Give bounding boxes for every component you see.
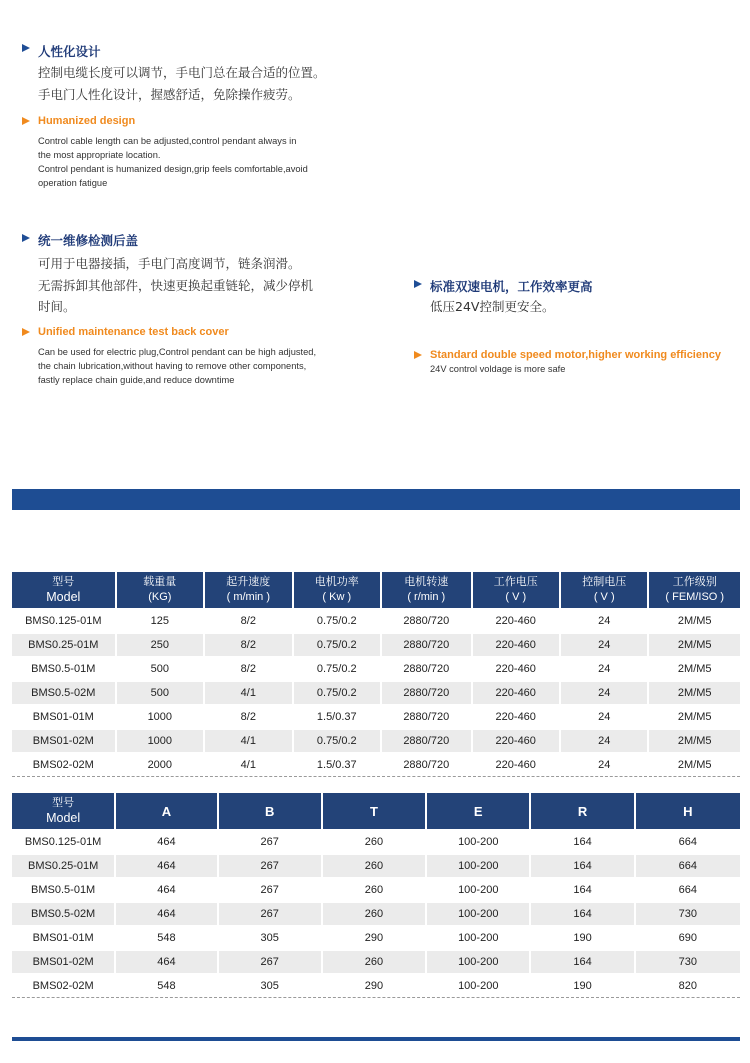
header-model: 型号 Model <box>12 572 115 608</box>
value-cell: 24 <box>561 730 647 752</box>
model-cell: BMS0.5-01M <box>12 658 115 680</box>
table-row <box>12 903 740 925</box>
value-cell: 2M/M5 <box>649 634 740 656</box>
value-cell: 164 <box>531 903 633 925</box>
table-row <box>12 754 740 777</box>
value-cell: 100-200 <box>427 975 529 998</box>
value-cell: 730 <box>636 951 740 973</box>
value-cell: 305 <box>219 927 321 949</box>
value-cell: 664 <box>636 831 740 853</box>
value-cell: 260 <box>323 855 425 877</box>
footer-divider-line <box>12 1037 740 1041</box>
maintenance-cn-title: 统一维修检测后盖 <box>38 233 139 248</box>
value-cell: 1000 <box>117 730 203 752</box>
value-cell: 220-460 <box>473 754 559 777</box>
model-cell: BMS01-01M <box>12 927 114 949</box>
header-motor-speed: 电机转速 ( r/min ) <box>382 572 470 608</box>
value-cell: 24 <box>561 610 647 632</box>
model-cell: BMS0.5-02M <box>12 903 114 925</box>
value-cell: 290 <box>323 927 425 949</box>
model-cell: BMS01-02M <box>12 951 114 973</box>
maintenance-cn-text: 可用于电器接插，手电门高度调节，链条润滑。 无需拆卸其他部件，快速更换起重链轮，减少停机 时间。 <box>38 256 314 314</box>
value-cell: 464 <box>116 855 216 877</box>
value-cell: 8/2 <box>205 658 291 680</box>
header-model: 型号 Model <box>12 793 114 829</box>
value-cell: 820 <box>636 975 740 998</box>
value-cell: 4/1 <box>205 730 291 752</box>
spec-table-performance <box>10 570 742 779</box>
value-cell: 1.5/0.37 <box>294 706 380 728</box>
value-cell: 464 <box>116 879 216 901</box>
table-row <box>12 879 740 901</box>
value-cell: 500 <box>117 682 203 704</box>
value-cell: 100-200 <box>427 855 529 877</box>
value-cell: 164 <box>531 855 633 877</box>
value-cell: 548 <box>116 975 216 998</box>
value-cell: 664 <box>636 855 740 877</box>
value-cell: 220-460 <box>473 658 559 680</box>
model-cell: BMS02-02M <box>12 754 115 777</box>
table-row <box>12 927 740 949</box>
value-cell: 1000 <box>117 706 203 728</box>
value-cell: 100-200 <box>427 879 529 901</box>
value-cell: 2880/720 <box>382 754 470 777</box>
value-cell: 220-460 <box>473 706 559 728</box>
bullet-arrow-icon <box>414 351 422 359</box>
table-row <box>12 831 740 853</box>
value-cell: 100-200 <box>427 831 529 853</box>
header-dim-e: E <box>427 793 529 829</box>
header-control-voltage: 控制电压 ( V ) <box>561 572 647 608</box>
value-cell: 220-460 <box>473 634 559 656</box>
value-cell: 267 <box>219 855 321 877</box>
table-row <box>12 610 740 632</box>
bullet-arrow-icon <box>414 280 422 288</box>
motor-cn-title: 标准双速电机，工作效率更高 <box>430 279 593 294</box>
value-cell: 164 <box>531 831 633 853</box>
model-cell: BMS0.5-02M <box>12 682 115 704</box>
header-load: 载重量 (KG) <box>117 572 203 608</box>
value-cell: 548 <box>116 927 216 949</box>
value-cell: 164 <box>531 951 633 973</box>
value-cell: 0.75/0.2 <box>294 634 380 656</box>
value-cell: 464 <box>116 903 216 925</box>
humanized-en-text: Control cable length can be adjusted,control pendant always in the most appropriate location. Control pendant is humanized design,grip feels comfortable,avoid operation fatigue <box>38 136 308 188</box>
value-cell: 190 <box>531 927 633 949</box>
value-cell: 220-460 <box>473 730 559 752</box>
header-dim-r: R <box>531 793 633 829</box>
value-cell: 260 <box>323 903 425 925</box>
value-cell: 8/2 <box>205 706 291 728</box>
header-dim-a: A <box>116 793 216 829</box>
table-header-row <box>12 793 740 829</box>
value-cell: 2880/720 <box>382 610 470 632</box>
value-cell: 250 <box>117 634 203 656</box>
table-row <box>12 855 740 877</box>
value-cell: 2000 <box>117 754 203 777</box>
value-cell: 100-200 <box>427 951 529 973</box>
value-cell: 260 <box>323 951 425 973</box>
value-cell: 164 <box>531 879 633 901</box>
value-cell: 8/2 <box>205 610 291 632</box>
maintenance-en-text: Can be used for electric plug,Control pendant can be high adjusted, the chain lubrication,without having to remove other components, fastly replace chain guide,and reduce downtime <box>38 347 317 385</box>
value-cell: 664 <box>636 879 740 901</box>
table-row <box>12 975 740 998</box>
model-cell: BMS01-01M <box>12 706 115 728</box>
value-cell: 1.5/0.37 <box>294 754 380 777</box>
value-cell: 100-200 <box>427 903 529 925</box>
value-cell: 0.75/0.2 <box>294 730 380 752</box>
table-row <box>12 682 740 704</box>
value-cell: 2M/M5 <box>649 730 740 752</box>
motor-cn-text: 低压24V控制更安全。 <box>430 299 555 314</box>
table-row <box>12 730 740 752</box>
motor-en-title: Standard double speed motor,higher working efficiency <box>430 349 721 361</box>
value-cell: 24 <box>561 634 647 656</box>
value-cell: 464 <box>116 951 216 973</box>
section-divider-band <box>12 489 740 510</box>
spec-table-dimensions <box>10 791 742 1000</box>
value-cell: 24 <box>561 706 647 728</box>
table-row <box>12 706 740 728</box>
value-cell: 2M/M5 <box>649 754 740 777</box>
model-cell: BMS0.125-01M <box>12 831 114 853</box>
value-cell: 2M/M5 <box>649 706 740 728</box>
value-cell: 100-200 <box>427 927 529 949</box>
value-cell: 267 <box>219 831 321 853</box>
table-row <box>12 658 740 680</box>
value-cell: 4/1 <box>205 754 291 777</box>
humanized-cn-text: 控制电缆长度可以调节，手电门总在最合适的位置。 手电门人性化设计，握感舒适，免除操作疲劳。 <box>38 65 326 102</box>
value-cell: 4/1 <box>205 682 291 704</box>
value-cell: 690 <box>636 927 740 949</box>
value-cell: 464 <box>116 831 216 853</box>
model-cell: BMS0.25-01M <box>12 634 115 656</box>
value-cell: 500 <box>117 658 203 680</box>
table-header-row <box>12 572 740 608</box>
humanized-en-title: Humanized design <box>38 115 136 127</box>
value-cell: 220-460 <box>473 610 559 632</box>
model-cell: BMS0.25-01M <box>12 855 114 877</box>
bullet-arrow-icon <box>22 328 30 336</box>
value-cell: 0.75/0.2 <box>294 682 380 704</box>
bullet-arrow-icon <box>22 117 30 125</box>
header-dim-b: B <box>219 793 321 829</box>
value-cell: 2880/720 <box>382 658 470 680</box>
value-cell: 730 <box>636 903 740 925</box>
value-cell: 2880/720 <box>382 682 470 704</box>
value-cell: 125 <box>117 610 203 632</box>
header-motor-power: 电机功率 ( Kw ) <box>294 572 380 608</box>
value-cell: 290 <box>323 975 425 998</box>
value-cell: 220-460 <box>473 682 559 704</box>
motor-en-text: 24V control voldage is more safe <box>430 364 566 374</box>
value-cell: 267 <box>219 951 321 973</box>
model-cell: BMS02-02M <box>12 975 114 998</box>
value-cell: 305 <box>219 975 321 998</box>
value-cell: 24 <box>561 754 647 777</box>
table-row <box>12 634 740 656</box>
value-cell: 267 <box>219 879 321 901</box>
model-cell: BMS0.5-01M <box>12 879 114 901</box>
value-cell: 24 <box>561 658 647 680</box>
header-lift-speed: 起升速度 ( m/min ) <box>205 572 291 608</box>
value-cell: 2M/M5 <box>649 658 740 680</box>
value-cell: 260 <box>323 879 425 901</box>
value-cell: 8/2 <box>205 634 291 656</box>
maintenance-en-title: Unified maintenance test back cover <box>38 326 229 338</box>
header-work-class: 工作级别 ( FEM/ISO ) <box>649 572 740 608</box>
header-dim-h: H <box>636 793 740 829</box>
value-cell: 2880/720 <box>382 730 470 752</box>
value-cell: 260 <box>323 831 425 853</box>
value-cell: 0.75/0.2 <box>294 658 380 680</box>
humanized-cn-title: 人性化设计 <box>38 44 101 59</box>
model-cell: BMS0.125-01M <box>12 610 115 632</box>
header-working-voltage: 工作电压 ( V ) <box>473 572 559 608</box>
bullet-arrow-icon <box>22 234 30 242</box>
header-dim-t: T <box>323 793 425 829</box>
value-cell: 2880/720 <box>382 634 470 656</box>
table-row <box>12 951 740 973</box>
bullet-arrow-icon <box>22 44 30 52</box>
value-cell: 24 <box>561 682 647 704</box>
value-cell: 0.75/0.2 <box>294 610 380 632</box>
value-cell: 2M/M5 <box>649 610 740 632</box>
value-cell: 2M/M5 <box>649 682 740 704</box>
value-cell: 267 <box>219 903 321 925</box>
value-cell: 190 <box>531 975 633 998</box>
model-cell: BMS01-02M <box>12 730 115 752</box>
value-cell: 2880/720 <box>382 706 470 728</box>
